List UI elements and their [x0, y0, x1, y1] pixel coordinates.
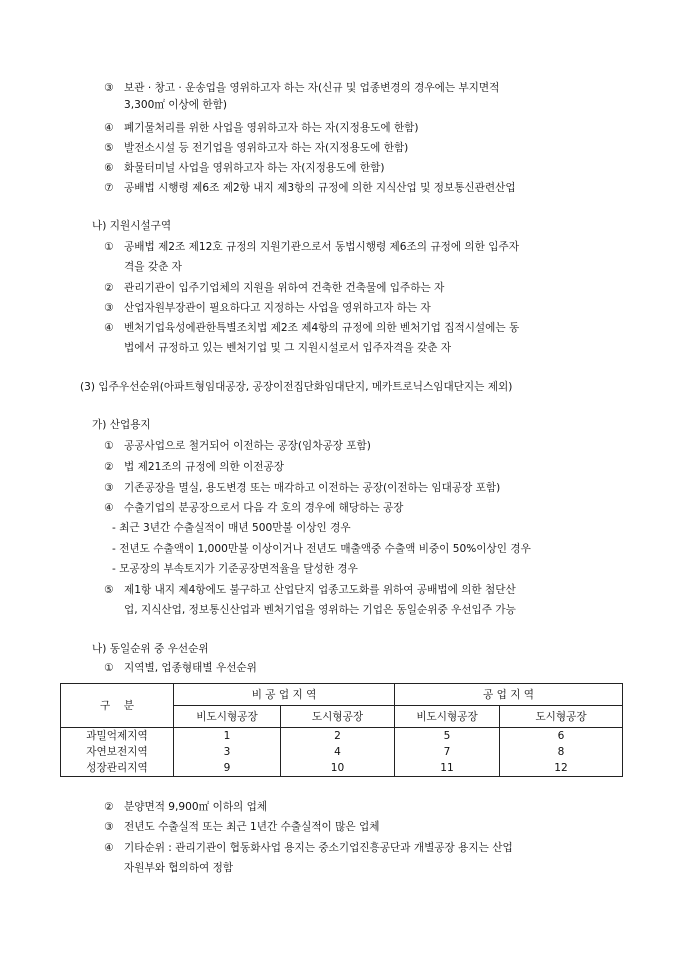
item-text: 업, 지식산업, 정보통신산업과 벤처기업을 영위하는 기업은 동일순위중 우선입주 가능	[124, 604, 516, 616]
table-row	[61, 728, 623, 745]
list-item-continued	[124, 98, 227, 112]
table-cell: 7	[395, 744, 500, 760]
item-text: 화물터미널 사업을 영위하고자 하는 자(지정용도에 한함)	[124, 162, 385, 174]
item-text: 분양면적 9,900㎡ 이하의 업체	[124, 801, 268, 813]
table-row	[61, 744, 623, 760]
item-number: ②	[104, 461, 114, 473]
section-heading: 가) 산업용지	[92, 419, 151, 431]
table-group-header: 비 공 업 지 역	[174, 684, 395, 706]
item-number: ③	[104, 302, 114, 314]
item-text: 격을 갖춘 자	[124, 261, 182, 273]
item-number: ②	[104, 801, 114, 813]
list-item	[104, 281, 444, 295]
table-col-header: 비도시형공장	[174, 706, 281, 728]
table-col-header: 도시형공장	[281, 706, 395, 728]
item-text: 기존공장을 멸실, 용도변경 또는 매각하고 이전하는 공장(이전하는 임대공장 포함)	[124, 482, 501, 494]
list-item	[104, 321, 519, 335]
table-cell: 9	[174, 760, 281, 777]
item-number: ④	[104, 322, 114, 334]
list-item-continued	[124, 603, 516, 617]
list-item	[104, 661, 257, 675]
item-text: 보관 · 창고 · 운송업을 영위하고자 하는 자(신규 및 업종변경의 경우에는 부지면적	[124, 82, 500, 94]
item-number: ①	[104, 241, 114, 253]
item-text: 수출기업의 분공장으로서 다음 각 호의 경우에 해당하는 공장	[124, 502, 404, 514]
item-number: ①	[104, 440, 114, 452]
dash-item: - 전년도 수출액이 1,000만불 이상이거나 전년도 매출액중 수출액 비중이 50%이상인 경우	[112, 543, 531, 555]
list-item-continued	[124, 341, 451, 355]
item-number: ①	[104, 662, 114, 674]
item-number: ⑦	[104, 182, 114, 194]
list-item	[104, 800, 267, 814]
list-item	[104, 81, 499, 95]
item-text: 폐기물처리를 위한 사업을 영위하고자 하는 자(지정용도에 한함)	[124, 122, 419, 134]
table-col-header: 비도시형공장	[395, 706, 500, 728]
list-item	[104, 460, 284, 474]
item-number: ④	[104, 842, 114, 854]
table-corner-header: 구 분	[61, 684, 174, 728]
priority-table	[60, 683, 623, 777]
list-item	[104, 301, 431, 315]
list-item-continued	[124, 861, 233, 875]
section-heading: 나) 동일순위 중 우선순위	[92, 643, 209, 655]
table-cell: 6	[500, 728, 623, 745]
list-item	[104, 820, 379, 834]
section-heading: (3) 입주우선순위(아파트형임대공장, 공장이전집단화임대단지, 메카트로닉스임대단지는 제외)	[80, 381, 513, 393]
list-item	[104, 141, 408, 155]
table-row-label: 과밀억제지역	[61, 728, 174, 745]
item-text: 법에서 규정하고 있는 벤처기업 및 그 지원시설로서 입주자격을 갖춘 자	[124, 342, 452, 354]
list-item	[104, 121, 419, 135]
list-item	[104, 501, 403, 515]
item-number: ⑥	[104, 162, 114, 174]
item-number: ③	[104, 82, 114, 94]
item-text: 전년도 수출실적 또는 최근 1년간 수출실적이 많은 업체	[124, 821, 380, 833]
table-cell: 5	[395, 728, 500, 745]
table-row	[61, 760, 623, 777]
table-cell: 10	[281, 760, 395, 777]
list-item	[104, 181, 516, 195]
item-text: 공공사업으로 철거되어 이전하는 공장(임차공장 포함)	[124, 440, 371, 452]
list-item	[104, 841, 513, 855]
item-number: ③	[104, 821, 114, 833]
item-number: ④	[104, 502, 114, 514]
section-heading: 나) 지원시설구역	[92, 220, 172, 232]
table-cell: 1	[174, 728, 281, 745]
item-number: ⑤	[104, 584, 114, 596]
dash-item: - 모공장의 부속토지가 기준공장면적율을 달성한 경우	[112, 563, 358, 575]
item-number: ⑤	[104, 142, 114, 154]
item-number: ④	[104, 122, 114, 134]
item-text: 공배법 시행령 제6조 제2항 내지 제3항의 규정에 의한 지식산업 및 정보통신관련산업	[124, 182, 516, 194]
list-item	[104, 240, 519, 254]
list-item	[104, 583, 516, 597]
table-group-header: 공 업 지 역	[395, 684, 623, 706]
item-text: 3,300㎡ 이상에 한함)	[124, 99, 227, 111]
list-item-continued	[124, 260, 182, 274]
item-text: 벤처기업육성에관한특별조치법 제2조 제4항의 규정에 의한 벤처기업 집적시설에는 동	[124, 322, 520, 334]
table-cell: 3	[174, 744, 281, 760]
item-text: 법 제21조의 규정에 의한 이전공장	[124, 461, 284, 473]
item-text: 산업자원부장관이 필요하다고 지정하는 사업을 영위하고자 하는 자	[124, 302, 431, 314]
item-text: 관리기관이 입주기업체의 지원을 위하여 건축한 건축물에 입주하는 자	[124, 282, 445, 294]
table-cell: 8	[500, 744, 623, 760]
list-item	[104, 161, 384, 175]
dash-item: - 최근 3년간 수출실적이 매년 500만불 이상인 경우	[112, 522, 351, 534]
item-text: 제1항 내지 제4항에도 불구하고 산업단지 업종고도화를 위하여 공배법에 의한 첨단산	[124, 584, 516, 596]
item-number: ③	[104, 482, 114, 494]
table-cell: 12	[500, 760, 623, 777]
item-text: 지역별, 업종형태별 우선순위	[124, 662, 257, 674]
table-cell: 11	[395, 760, 500, 777]
table-row-label: 자연보전지역	[61, 744, 174, 760]
table-row-label: 성장관리지역	[61, 760, 174, 777]
item-text: 발전소시설 등 전기업을 영위하고자 하는 자(지정용도에 한함)	[124, 142, 409, 154]
item-text: 기타순위 : 관리기관이 협동화사업 용지는 중소기업진흥공단과 개별공장 용지는 산업	[124, 842, 513, 854]
list-item	[104, 439, 371, 453]
item-number: ②	[104, 282, 114, 294]
item-text: 공배법 제2조 제12호 규정의 지원기관으로서 동법시행령 제6조의 규정에 의한 입주자	[124, 241, 519, 253]
table-cell: 2	[281, 728, 395, 745]
table-col-header: 도시형공장	[500, 706, 623, 728]
item-text: 자원부와 협의하여 정함	[124, 862, 234, 874]
list-item	[104, 481, 500, 495]
table-cell: 4	[281, 744, 395, 760]
